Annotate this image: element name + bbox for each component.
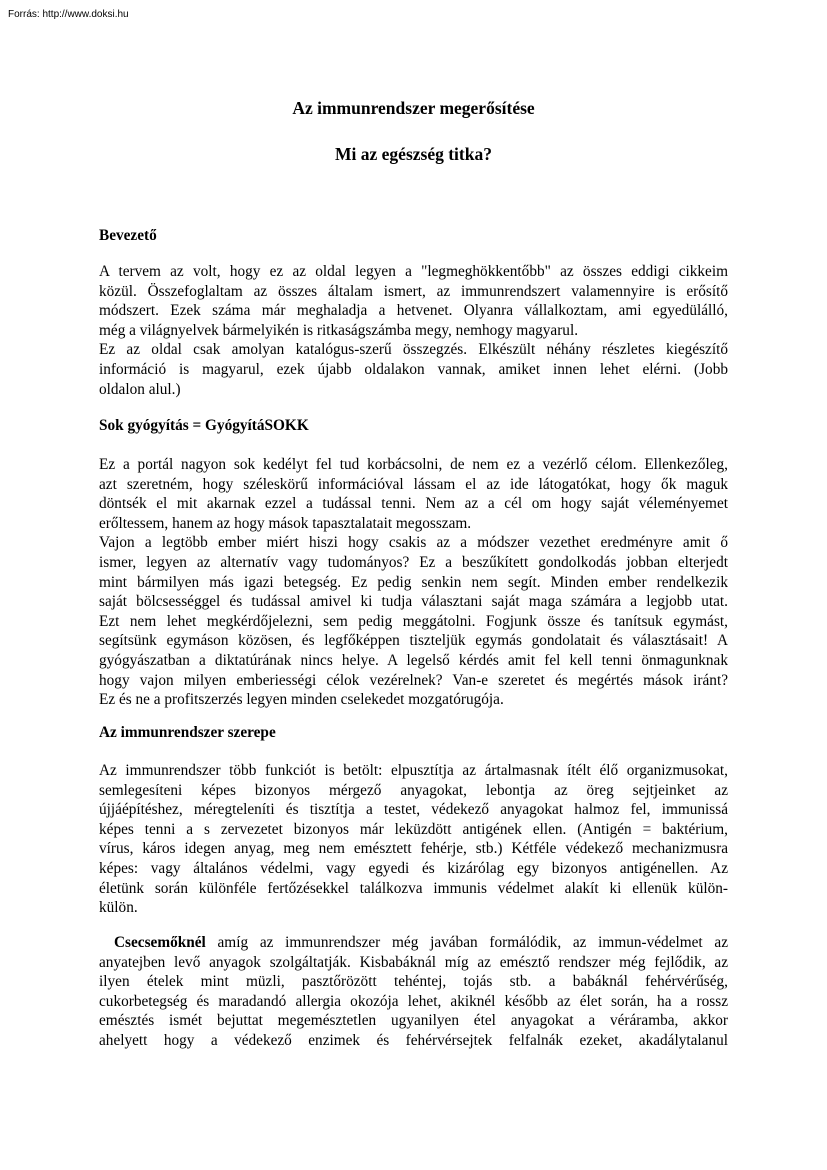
text-line: képes: vagy általános védelmi, vagy egyedi és kizárólag egy bizonyos antigénellen. Az (99, 859, 728, 877)
text-line: cukorbetegség és maradandó allergia okozója lehet, akiknél később az élet során, ha a rossz (99, 992, 728, 1010)
text-line: vírus, káros idegen anyag, meg nem emésztett fehérje, stb.) Kétféle védekező mechanizmusra (99, 840, 728, 858)
text-line: életünk során különféle fertőzésekkel találkozva immunis védelmet alakít ki ellenük külön- (99, 879, 728, 897)
text-line: döntsék el mit akarnak ezzel a tudással tenni. Nem az a cél om hogy saját véleményemet (99, 495, 728, 513)
text-line: anyatejben levő anyagok szolgáltatják. Kisbabáknál míg az emésztő rendszer még fejlődik, az (99, 953, 728, 971)
text-line: ahelyett hogy a védekező enzimek és fehérvérsejtek felfalnák ezeket, akadálytalanul (99, 1031, 728, 1049)
document-subtitle: Mi az egészség titka? (335, 144, 492, 164)
paragraph-sok (99, 455, 728, 710)
paragraph-immun (99, 761, 728, 918)
text-line: Ez az oldal csak amolyan katalógus-szerű összegzés. Elkészült néhány részletes kiegészítő (99, 341, 728, 359)
heading-sok: Sok gyógyítás = GyógyítáSOKK (99, 417, 309, 434)
text-line: Ezt nem lehet megkérdőjelezni, sem pedig meggátolni. Fogjunk össze és tanítsuk egymást, (99, 612, 728, 630)
text-line-lead (99, 933, 728, 953)
heading-immun: Az immunrendszer szerepe (99, 724, 276, 741)
text-line: Vajon a legtöbb ember miért hiszi hogy csakis az a módszer vezethet eredményre amit ő (99, 534, 728, 552)
text-line: Az immunrendszer több funkciót is betölt: elpusztítja az ártalmasnak ítélt élő organizmusokat, (99, 762, 728, 779)
text-line: azt szeretném, hogy széleskörű információval lássam el az ide látogatókat, hogy ők maguk (99, 475, 728, 493)
text-line: hogy vajon milyen emberiességi célok vezérelnek? Van-e szeretet és megértés mások iránt? (99, 671, 728, 689)
text-line: emésztés ismét bejuttat megemésztetlen ugyanilyen étel anyagokat a véráramba, akkor (99, 1012, 728, 1030)
text-line: még a világnyelvek bármelyikén is ritkaságszámba megy, nemhogy magyarul. (99, 321, 579, 339)
text-line: újjáépítéshez, méregteleníti és tisztítja a testet, védekező anyagokat halmoz fel, immunissá (99, 801, 728, 819)
text-line: saját bölcsességgel és tudással amivel ki tudja választani saját maga számára a legjobb utat. (99, 593, 728, 611)
paragraph-csecsemo (99, 933, 728, 1051)
text-line: A tervem az volt, hogy ez az oldal legyen a "legmeghökkentőbb" az összes eddigi cikkeim (99, 263, 728, 280)
source-label: Forrás: http://www.doksi.hu (8, 9, 129, 20)
text-line: Ez és ne a profitszerzés legyen minden cselekedet mozgatórugója. (99, 691, 504, 709)
text-line: oldalon alul.) (99, 380, 181, 398)
text-line: erőltessem, hanem az hogy mások tapasztalatait megosszam. (99, 514, 472, 532)
paragraph-intro (99, 262, 728, 399)
bold-lead: Csecsemőknél (114, 934, 206, 951)
lead-rest: amíg az immunrendszer még javában formálódik, az immun-védelmet az (205, 934, 728, 951)
text-line: semlegesíteni képes bizonyos mérgező anyagokat, lebontja az öreg sejtjeinket az (99, 781, 728, 799)
text-line: ilyen ételek mint müzli, pasztőrözött tehéntej, tojás stb. a babáknál fehérvérűség, (99, 973, 728, 991)
document-title: Az immunrendszer megerősítése (292, 98, 535, 118)
text-line: segítsünk egymáson közösen, és legfőképpen tiszteljük egymás gondolatait és választásait! A (99, 632, 728, 650)
text-line: gyógyászatban a diktatúrának nincs helye. A legelső kérdés amit fel kell tenni önmagunknak (99, 651, 728, 669)
text-line: mint bármilyen más igazi betegség. Ez pedig senkin nem segít. Minden ember rendelkezik (99, 573, 728, 591)
text-line: külön. (99, 899, 138, 917)
text-line: közül. Összefoglaltam az összes általam ismert, az immunrendszert valamennyire is erősítő (99, 282, 728, 300)
text-line: Ez a portál nagyon sok kedélyt fel tud korbácsolni, de nem ez a vezérlő célom. Ellenkezőleg, (99, 456, 728, 473)
heading-intro: Bevezető (99, 227, 157, 244)
text-line: ismer, legyen az alternatív vagy tudományos? Ez a beszűkített gondolkodás jobban elterjedt (99, 553, 728, 571)
text-line: képes tenni a s zervezetet bizonyos már leküzdött antigének ellen. (Antigén = baktérium, (99, 820, 728, 838)
text-line: információ is magyarul, ezek újabb oldalakon vannak, amiket innen lehet elérni. (Jobb (99, 360, 728, 378)
text-line: módszert. Ezek száma már meghaladja a hetvenet. Olyanra vállalkoztam, ami egyedülálló, (99, 302, 728, 320)
